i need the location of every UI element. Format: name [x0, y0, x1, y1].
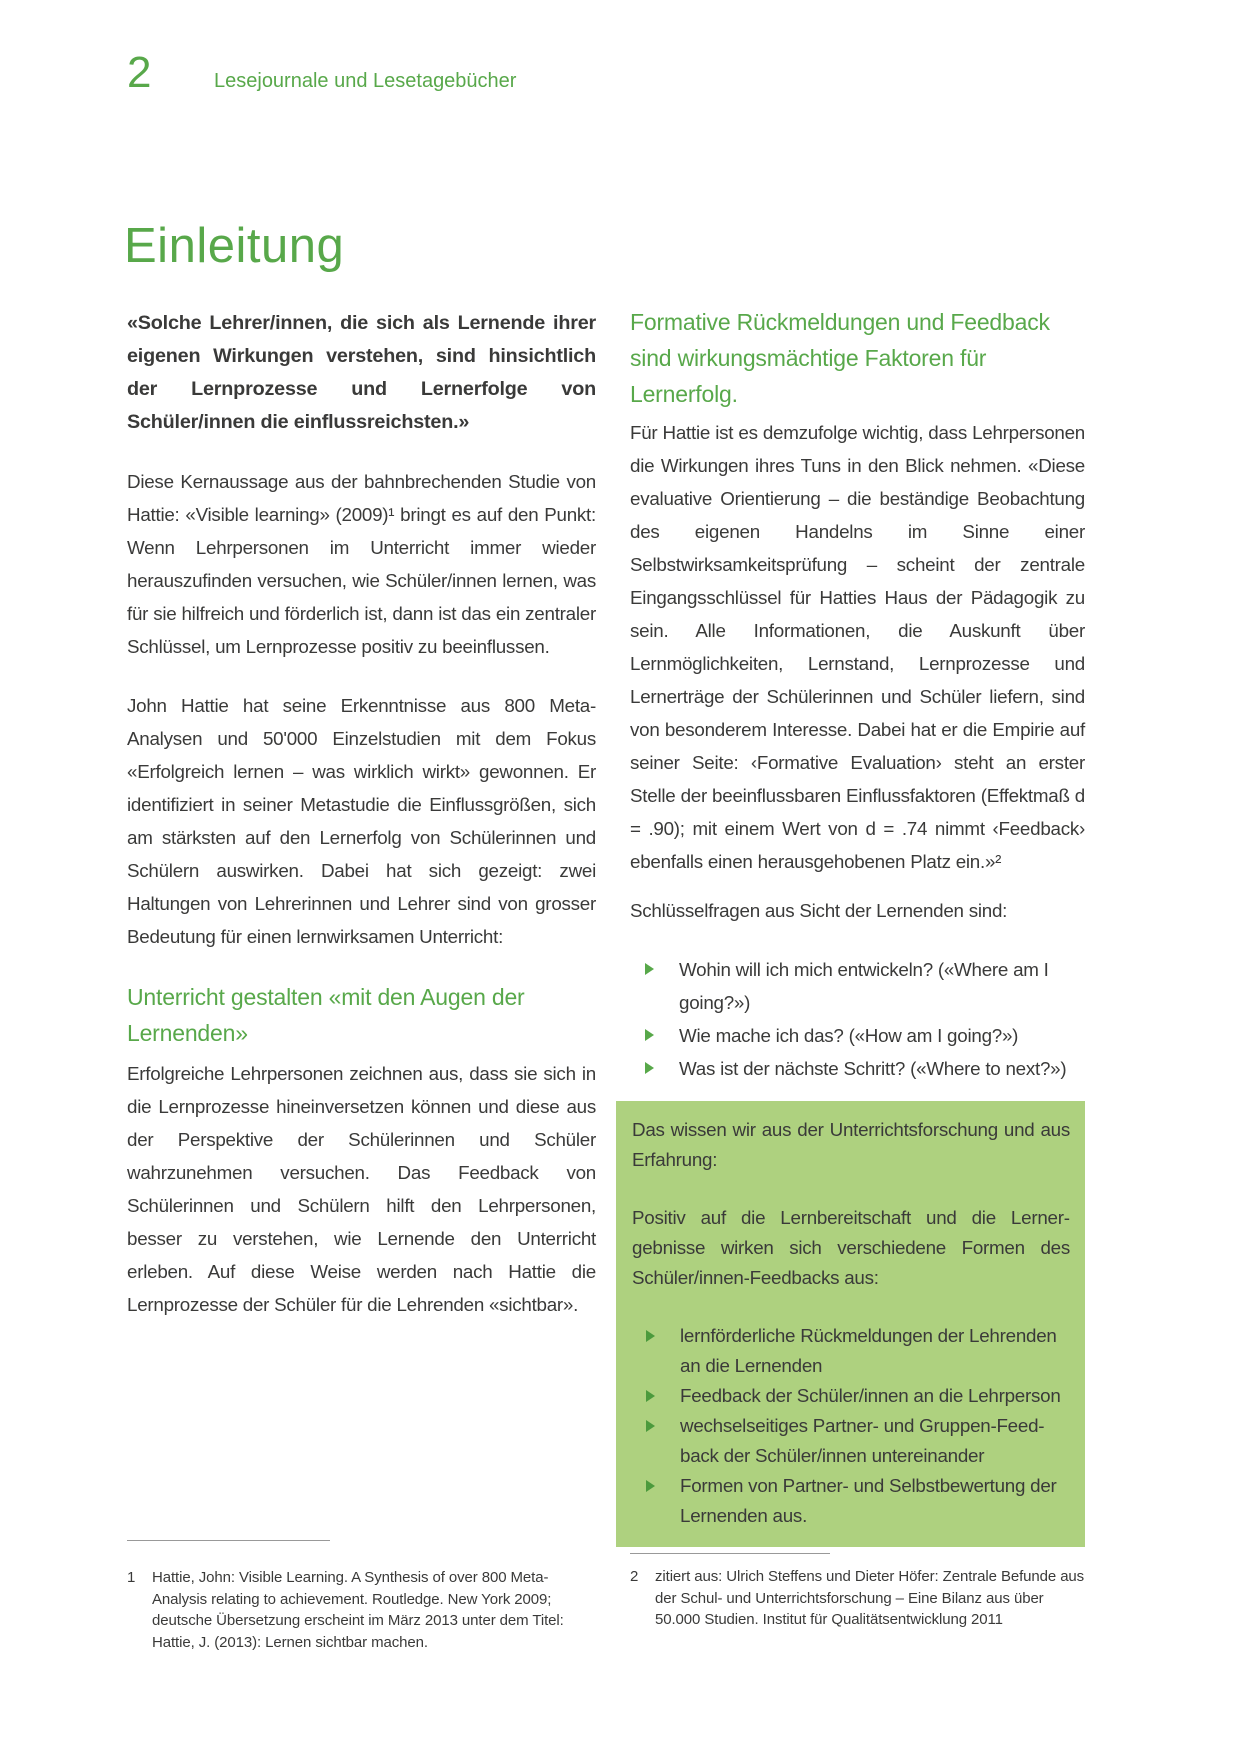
page-title: Einleitung — [124, 219, 345, 273]
bullet-text: lernförderliche Rückmeldungen der Lehrenden an die Lernenden — [680, 1325, 1057, 1376]
bullet-text: Formen von Partner- und Selbstbewertung der Lernenden aus. — [680, 1475, 1057, 1526]
bullet-text: Wie mache ich das? («How am I going?») — [679, 1025, 1019, 1046]
chapter-title: Lesejournale und Lesetagebücher — [214, 70, 517, 92]
section-heading: Formative Rückmeldungen und Feedback sind wirkungsmächtige Faktoren für Lernerfolg. — [630, 309, 1050, 407]
page-number: 2 — [127, 48, 152, 97]
paragraph: John Hattie hat seine Erkenntnisse aus 800 Meta-Analysen und 50'000 Einzelstudien mit dem Fokus «Erfolgreich lernen – was wirklich wirkt» gewonnen. Er identifiziert in seiner Metastudie die Einflussgrößen, sich am stärksten auf den Lernerfolg von Schülerinnen und Schülern auswirken. Dabei hat sich gezeigt: zwei Haltungen von Lehrerinnen und Lehrer sind von grosser Bedeutung für einen lernwirksamen Unterricht: — [127, 695, 596, 947]
bullet-arrow-icon — [645, 963, 654, 975]
bullet-arrow-icon — [646, 1330, 655, 1342]
bullet-text: Feedback der Schüler/innen an die Lehrperson — [680, 1385, 1061, 1406]
footnote — [630, 1553, 1085, 1631]
highlight-box — [616, 1101, 1085, 1547]
bullet-arrow-icon — [645, 1029, 654, 1041]
bullet-list — [630, 953, 1085, 1085]
list-item — [630, 953, 1085, 1019]
lead-quote: «Solche Lehrer/innen, die sich als Lernende ihrer eigenen Wirkungen verstehen, sind hinsichtlich der Lernprozesse und Lernerfolge von Schüler/innen die einflussreichsten.» — [127, 312, 596, 433]
bullet-arrow-icon — [646, 1390, 655, 1402]
footnote-text: Hattie, John: Visible Learning. A Synthesis of over 800 Meta-Analysis relating to achievement. Routledge. New York 2009; deutsche Übersetzung erscheint im März 2013 unter dem Titel: Hattie, J. (2013): Lernen sichtbar machen. — [152, 1569, 564, 1651]
bullet-arrow-icon — [646, 1480, 655, 1492]
list-item — [630, 1052, 1085, 1085]
footnote-rule — [630, 1553, 830, 1554]
bullet-arrow-icon — [646, 1420, 655, 1432]
paragraph: Diese Kernaussage aus der bahnbrechenden Studie von Hattie: «Visible learning» (2009)¹ bringt es auf den Punkt: Wenn Lehrpersonen im Unterricht immer wieder herauszufinden versuchen, wie Schüler/innen lernen, was für sie hilfreich und förderlich ist, dann ist das ein zentraler Schlüssel, um Lernprozesse positiv zu beeinflussen. — [127, 471, 596, 657]
paragraph: Schlüsselfragen aus Sicht der Lernenden sind: — [630, 900, 1008, 921]
bullet-text: wechselseitiges Partner- und Gruppen-Feedback der Schüler/innen untereinander — [680, 1415, 1045, 1466]
paragraph: Für Hattie ist es demzufolge wichtig, dass Lehrpersonen die Wirkungen ihres Tuns in den Blick nehmen. «Diese evaluative Orientierung – die beständige Beobachtung des eigenen Handelns im Sinne einer Selbstwirksamkeitsprüfung – scheint der zentrale Eingangsschlüssel für Hatties Haus der Pädagogik zu sein. Alle Informationen, die Auskunft über Lernmöglichkeiten, Lernstand, Lernprozesse und Lernerträge der Schülerinnen und Schüler liefern, sind von besonderem Interesse. Dabei hat er die Empirie auf seiner Seite: ‹Formative Evaluation› steht an erster Stelle der beeinflussbaren Einflussfaktoren (Effektmaß d = .90); mit einem Wert von d = .74 nimmt ‹Feedback› ebenfalls einen herausgehobenen Platz ein.»² — [630, 422, 1085, 872]
footnote-rule — [127, 1540, 330, 1541]
bullet-text: Wohin will ich mich entwickeln? («Where am I going?») — [679, 959, 1049, 1013]
footnote — [127, 1540, 596, 1653]
section-heading: Unterricht gestalten «mit den Augen der Lernenden» — [127, 984, 525, 1046]
paragraph: Positiv auf die Lernbereitschaft und die Lernergebnisse wirken sich verschiedene Formen des Schüler/innen-Feedbacks aus: — [632, 1207, 1070, 1288]
paragraph: Erfolgreiche Lehrpersonen zeichnen aus, dass sie sich in die Lernprozesse hineinversetzen können und diese aus der Perspektive der Schülerinnen und Schüler wahrzunehmen versuchen. Das Feedback von Schülerinnen und Schülern hilft den Lehrpersonen, besser zu verstehen, wie Lernende den Unterricht erleben. Auf diese Weise werden nach Hattie die Lernprozesse der Schüler für die Lehrenden «sichtbar». — [127, 1063, 596, 1315]
list-item — [632, 1321, 1070, 1381]
list-item — [630, 1019, 1085, 1052]
bullet-arrow-icon — [645, 1062, 654, 1074]
list-item — [632, 1411, 1070, 1471]
list-item — [632, 1471, 1070, 1531]
list-item — [632, 1381, 1070, 1411]
left-column — [127, 307, 596, 1754]
bullet-list — [632, 1321, 1070, 1531]
paragraph: Das wissen wir aus der Unterrichtsforschung und aus Erfahrung: — [632, 1119, 1070, 1170]
footnote-number: 1 — [127, 1569, 136, 1586]
footnote-text: zitiert aus: Ulrich Steffens und Dieter Höfer: Zentrale Befunde aus der Schul- und Unterrichtsforschung – Eine Bilanz aus über 50.000 Studien. Institut für Qualitätsentwicklung 2011 — [655, 1568, 1085, 1628]
right-column — [630, 304, 1085, 1751]
bullet-text: Was ist der nächste Schritt? («Where to next?») — [679, 1058, 1067, 1079]
footnote-number: 2 — [630, 1568, 639, 1585]
